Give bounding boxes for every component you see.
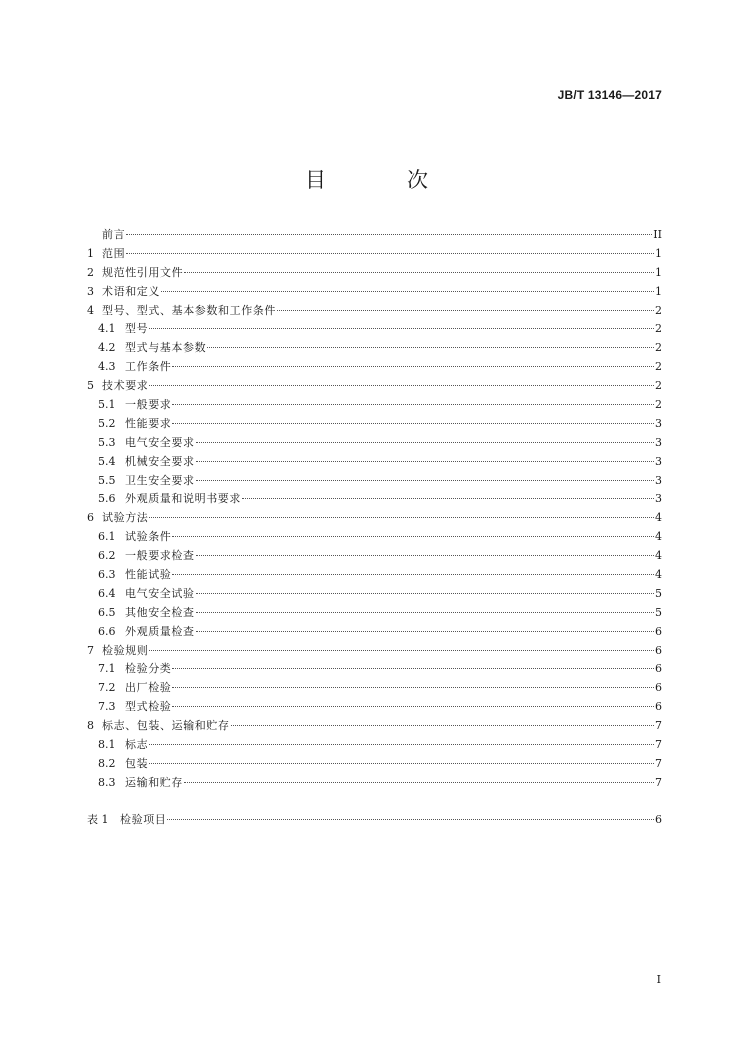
toc-entry-label: 范围 xyxy=(102,246,126,260)
dot-leader xyxy=(184,272,654,273)
toc-entry[interactable] xyxy=(87,736,662,755)
toc-entry-label: 一般要求 xyxy=(125,398,172,412)
toc-entry-number: 1 xyxy=(87,246,94,260)
toc-entry-page: 4 xyxy=(655,568,662,582)
dot-leader xyxy=(149,744,654,745)
dot-leader xyxy=(149,650,654,651)
toc-entry-number: 6.4 xyxy=(98,586,116,600)
standard-code: JB/T 13146—2017 xyxy=(557,88,662,102)
toc-entry-label: 外观质量检查 xyxy=(125,624,195,638)
toc-entry-number: 4.1 xyxy=(98,322,116,336)
toc-entry-page: 6 xyxy=(655,681,662,695)
dot-leader xyxy=(149,328,654,329)
toc-entry[interactable] xyxy=(87,623,662,642)
dot-leader xyxy=(196,442,654,443)
toc-entry-label: 一般要求检查 xyxy=(125,549,195,563)
toc-entry[interactable] xyxy=(87,339,662,358)
toc-entry-label: 型号 xyxy=(125,322,149,336)
toc-entry[interactable] xyxy=(87,264,662,283)
dot-leader xyxy=(172,536,654,537)
toc-entry-label: 技术要求 xyxy=(102,379,149,393)
toc-entry-page: 7 xyxy=(655,719,662,733)
dot-leader xyxy=(126,253,654,254)
toc-entry-number: 5.2 xyxy=(98,416,116,430)
toc-entry-page: 7 xyxy=(655,738,662,752)
toc-entry-label: 检验分类 xyxy=(125,662,172,676)
toc-entry[interactable] xyxy=(87,774,662,793)
toc-entry-page: 7 xyxy=(655,775,662,789)
page-number: I xyxy=(656,973,661,986)
toc-entry-page: 6 xyxy=(655,662,662,676)
toc-entry-page: 2 xyxy=(655,303,662,317)
toc-entry-label: 出厂检验 xyxy=(125,681,172,695)
dot-leader xyxy=(196,593,654,594)
toc-entry-page: 6 xyxy=(655,812,662,826)
toc-entry-number: 4.2 xyxy=(98,341,116,355)
dot-leader xyxy=(196,612,654,613)
toc-entry-page: 2 xyxy=(655,322,662,336)
toc-entry-number: 表 1 xyxy=(87,812,109,826)
dot-leader xyxy=(277,310,654,311)
toc-entry[interactable] xyxy=(87,642,662,661)
toc-entry-page: 2 xyxy=(655,360,662,374)
dot-leader xyxy=(172,404,654,405)
toc-entry[interactable] xyxy=(87,377,662,396)
toc-entry-number: 4 xyxy=(87,303,94,317)
toc-entry-label: 试验条件 xyxy=(125,530,172,544)
toc-entry-label: 外观质量和说明书要求 xyxy=(125,492,241,506)
toc-entry-label: 型式与基本参数 xyxy=(125,341,207,355)
toc-entry-number: 7.1 xyxy=(98,662,116,676)
dot-leader xyxy=(196,480,654,481)
dot-leader xyxy=(172,574,654,575)
toc-entry-number: 4.3 xyxy=(98,360,116,374)
toc-entry-number: 5.4 xyxy=(98,454,116,468)
toc-entry[interactable] xyxy=(87,358,662,377)
toc-entry[interactable] xyxy=(87,490,662,509)
toc-entry-page: 1 xyxy=(655,246,662,260)
dot-leader xyxy=(196,461,654,462)
toc-entry[interactable] xyxy=(87,547,662,566)
toc-entry-label: 工作条件 xyxy=(125,360,172,374)
toc-entry-number: 8.2 xyxy=(98,756,116,770)
toc-entry-number: 6.2 xyxy=(98,549,116,563)
toc-entry-page: 2 xyxy=(655,398,662,412)
toc-entry-page: 3 xyxy=(655,473,662,487)
toc-entry[interactable] xyxy=(87,604,662,623)
toc-entry[interactable] xyxy=(87,717,662,736)
toc-entry-label: 性能试验 xyxy=(125,568,172,582)
toc-entry[interactable] xyxy=(87,509,662,528)
toc-entry-page: 2 xyxy=(655,379,662,393)
dot-leader xyxy=(172,706,654,707)
toc-entry[interactable] xyxy=(87,528,662,547)
dot-leader xyxy=(207,347,654,348)
toc-entry[interactable] xyxy=(87,566,662,585)
toc-entry-label: 运输和贮存 xyxy=(125,775,183,789)
toc-entry-label: 其他安全检查 xyxy=(125,605,195,619)
toc-entry-page: II xyxy=(653,228,662,241)
toc-entry[interactable] xyxy=(87,434,662,453)
toc-entry-label: 标志 xyxy=(125,738,149,752)
toc-entry-number: 3 xyxy=(87,284,94,298)
toc-entry-page: 3 xyxy=(655,435,662,449)
dot-leader xyxy=(149,385,654,386)
toc-entry[interactable] xyxy=(87,660,662,679)
dot-leader xyxy=(161,291,654,292)
toc-entry-number: 6.3 xyxy=(98,568,116,582)
toc-entry-page: 4 xyxy=(655,549,662,563)
toc-entry-label: 检验项目 xyxy=(120,812,167,826)
toc-entry-number: 8 xyxy=(87,719,94,733)
toc-entry-label: 前言 xyxy=(102,228,126,241)
toc-entry[interactable] xyxy=(87,679,662,698)
toc-entry[interactable] xyxy=(87,755,662,774)
toc-entry[interactable] xyxy=(87,320,662,339)
toc-entry[interactable] xyxy=(87,585,662,604)
toc-entry-page: 5 xyxy=(655,605,662,619)
toc-entry-page: 2 xyxy=(655,341,662,355)
toc-entry-number: 6.6 xyxy=(98,624,116,638)
dot-leader xyxy=(172,668,654,669)
dot-leader xyxy=(184,782,654,783)
toc-entry[interactable] xyxy=(87,698,662,717)
dot-leader xyxy=(196,631,654,632)
toc-entry-label: 机械安全要求 xyxy=(125,454,195,468)
toc-entry-label: 性能要求 xyxy=(125,416,172,430)
toc-entry-page: 6 xyxy=(655,624,662,638)
toc-entry[interactable] xyxy=(87,453,662,472)
toc-entry-number: 5.5 xyxy=(98,473,116,487)
toc-entry-page: 3 xyxy=(655,416,662,430)
dot-leader xyxy=(126,234,652,235)
toc-entry-page: 1 xyxy=(655,284,662,298)
toc-entry-number: 5 xyxy=(87,379,94,393)
toc-entry-number: 5.3 xyxy=(98,435,116,449)
toc-entry[interactable] xyxy=(87,415,662,434)
toc-entry-number: 7.3 xyxy=(98,700,116,714)
toc-entry-label: 卫生安全要求 xyxy=(125,473,195,487)
toc-entry-page: 3 xyxy=(655,492,662,506)
toc-entry-number: 2 xyxy=(87,265,94,279)
toc-entry[interactable] xyxy=(87,302,662,321)
toc-entry-label: 型式检验 xyxy=(125,700,172,714)
dot-leader xyxy=(149,517,654,518)
page-title: 目 次 xyxy=(305,168,458,192)
dot-leader xyxy=(172,423,654,424)
toc-entry-page: 4 xyxy=(655,530,662,544)
dot-leader xyxy=(231,725,654,726)
toc-entry-page: 4 xyxy=(655,511,662,525)
toc-entry-number: 5.1 xyxy=(98,398,116,412)
toc-entry-page: 6 xyxy=(655,643,662,657)
dot-leader xyxy=(242,498,654,499)
toc-entry-page: 6 xyxy=(655,700,662,714)
toc-entry-label: 电气安全试验 xyxy=(125,586,195,600)
toc-entry-label: 术语和定义 xyxy=(102,284,160,298)
toc-entry[interactable] xyxy=(87,226,662,245)
toc-entry-label: 试验方法 xyxy=(102,511,149,525)
toc-entry[interactable] xyxy=(87,396,662,415)
dot-leader xyxy=(149,763,654,764)
table-of-contents xyxy=(87,226,662,830)
toc-entry-number: 6 xyxy=(87,511,94,525)
toc-entry[interactable] xyxy=(87,472,662,491)
toc-entry-number: 7 xyxy=(87,643,94,657)
toc-entry[interactable] xyxy=(87,283,662,302)
toc-entry-label: 型号、型式、基本参数和工作条件 xyxy=(102,303,276,317)
dot-leader xyxy=(172,366,654,367)
toc-entry-label: 包装 xyxy=(125,756,149,770)
toc-entry-number: 8.1 xyxy=(98,738,116,752)
toc-entry-label: 检验规则 xyxy=(102,643,149,657)
toc-entry-label: 规范性引用文件 xyxy=(102,265,184,279)
toc-entry-label: 电气安全要求 xyxy=(125,435,195,449)
toc-entry-page: 5 xyxy=(655,586,662,600)
toc-entry-page: 7 xyxy=(655,756,662,770)
toc-entry-number: 6.1 xyxy=(98,530,116,544)
toc-entry[interactable] xyxy=(87,245,662,264)
toc-entry-number: 8.3 xyxy=(98,775,116,789)
toc-entry-number: 6.5 xyxy=(98,605,116,619)
dot-leader xyxy=(172,687,654,688)
toc-entry-page: 3 xyxy=(655,454,662,468)
toc-table-entry[interactable] xyxy=(87,811,662,830)
dot-leader xyxy=(167,819,654,820)
toc-entry-number: 5.6 xyxy=(98,492,116,506)
toc-entry-number: 7.2 xyxy=(98,681,116,695)
dot-leader xyxy=(196,555,654,556)
toc-entry-label: 标志、包装、运输和贮存 xyxy=(102,719,230,733)
toc-entry-page: 1 xyxy=(655,265,662,279)
